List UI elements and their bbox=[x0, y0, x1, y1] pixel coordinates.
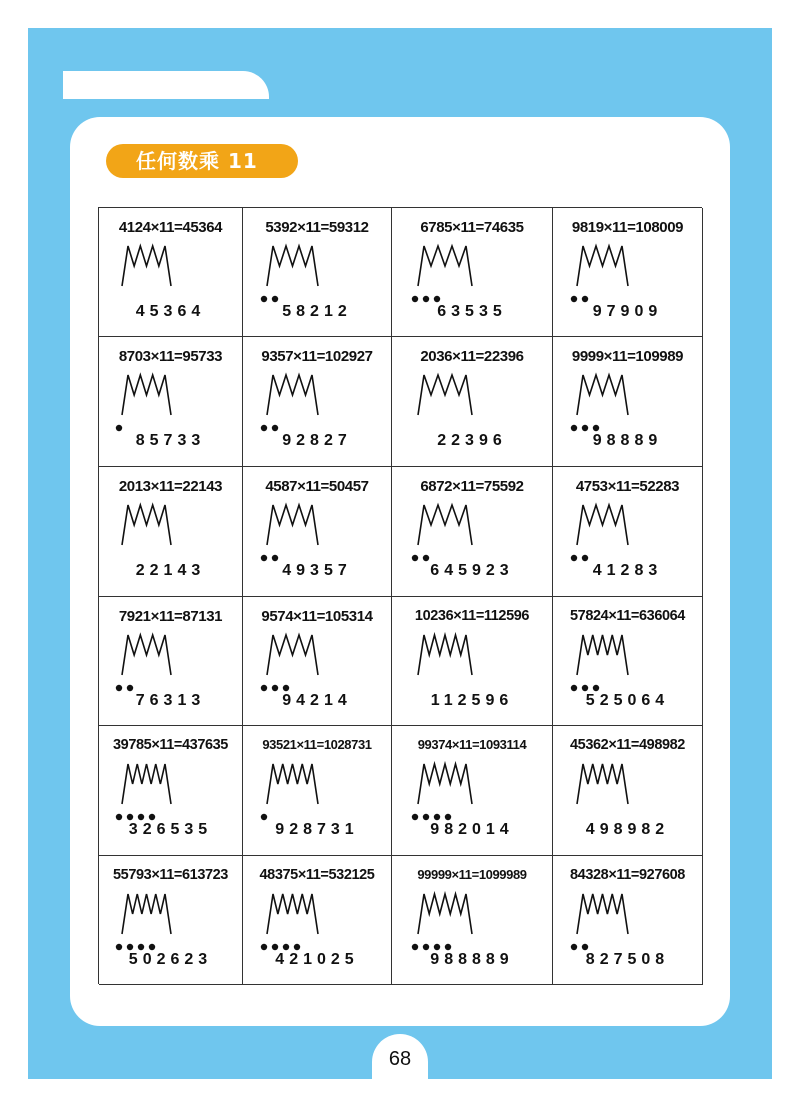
carry-dot bbox=[412, 814, 418, 820]
zigzag-line bbox=[122, 375, 171, 415]
carry-dot bbox=[582, 296, 588, 302]
section-title: 任何数乘 11 bbox=[106, 144, 298, 178]
equation-text: 99999×11=1099989 bbox=[417, 867, 527, 882]
equation-text: 10236×11=112596 bbox=[414, 608, 530, 624]
zigzag-line bbox=[122, 246, 171, 286]
equation-text: 6872×11=75592 bbox=[420, 478, 524, 495]
zigzag-line bbox=[267, 375, 318, 415]
carry-dot bbox=[423, 555, 429, 561]
result-digits: 22143 bbox=[135, 562, 206, 579]
carry-dot bbox=[127, 814, 133, 820]
carry-dot bbox=[272, 685, 278, 691]
carry-dot bbox=[116, 814, 122, 820]
result-digits: 525064 bbox=[585, 692, 670, 709]
carry-dot bbox=[138, 944, 144, 950]
zigzag-line bbox=[122, 894, 171, 934]
result-digits: 928731 bbox=[275, 821, 359, 838]
equation-text: 84328×11=927608 bbox=[570, 867, 685, 883]
result-digits: 92827 bbox=[282, 432, 352, 449]
carry-dot bbox=[261, 425, 267, 431]
problem-cell bbox=[243, 856, 392, 985]
problem-cell bbox=[392, 726, 553, 856]
result-digits: 421025 bbox=[275, 951, 359, 968]
zigzag-line bbox=[577, 505, 628, 545]
carry-dot bbox=[434, 296, 440, 302]
carry-dot bbox=[127, 944, 133, 950]
zigzag-line bbox=[418, 635, 472, 675]
carry-dot bbox=[445, 814, 451, 820]
zigzag-line bbox=[267, 635, 318, 675]
equation-text: 45362×11=498982 bbox=[570, 737, 685, 753]
carry-dot bbox=[261, 944, 267, 950]
equation-text: 7921×11=87131 bbox=[118, 608, 223, 625]
equation-text: 9574×11=105314 bbox=[261, 608, 373, 625]
zigzag-line bbox=[577, 764, 628, 804]
equation-text: 9999×11=109989 bbox=[571, 348, 684, 365]
carry-dot bbox=[138, 814, 144, 820]
problem-cell bbox=[553, 208, 703, 337]
result-digits: 85733 bbox=[135, 432, 206, 449]
result-digits: 502623 bbox=[128, 951, 213, 968]
result-digits: 827508 bbox=[585, 951, 670, 968]
page-number: 68 bbox=[372, 1034, 428, 1084]
carry-dot bbox=[571, 685, 577, 691]
carry-dot bbox=[571, 944, 577, 950]
carry-dot bbox=[571, 296, 577, 302]
carry-dot bbox=[423, 944, 429, 950]
carry-dot bbox=[593, 425, 599, 431]
problem-cell bbox=[99, 337, 243, 467]
carry-dot bbox=[582, 685, 588, 691]
zigzag-line bbox=[267, 764, 318, 804]
equation-text: 99374×11=1093114 bbox=[417, 737, 527, 752]
carry-dot bbox=[127, 685, 133, 691]
problem-cell bbox=[553, 467, 703, 597]
equation-text: 4587×11=50457 bbox=[265, 478, 369, 495]
zigzag-line bbox=[577, 894, 628, 934]
result-digits: 22396 bbox=[437, 432, 507, 449]
result-digits: 76313 bbox=[135, 692, 206, 709]
zigzag-line bbox=[577, 246, 628, 286]
carry-dot bbox=[272, 296, 278, 302]
problem-cell bbox=[392, 467, 553, 597]
problem-cell bbox=[243, 597, 392, 726]
carry-dot bbox=[116, 425, 122, 431]
problem-cell bbox=[243, 467, 392, 597]
problem-cell bbox=[99, 726, 243, 856]
zigzag-line bbox=[122, 635, 171, 675]
equation-text: 4124×11=45364 bbox=[118, 219, 223, 236]
carry-dot bbox=[582, 555, 588, 561]
problem-cell bbox=[553, 337, 703, 467]
carry-dot bbox=[272, 555, 278, 561]
zigzag-line bbox=[122, 505, 171, 545]
header-tab bbox=[63, 71, 269, 99]
carry-dot bbox=[149, 814, 155, 820]
problem-cell bbox=[392, 597, 553, 726]
problem-cell bbox=[99, 467, 243, 597]
problem-cell bbox=[392, 208, 553, 337]
carry-dot bbox=[283, 944, 289, 950]
equation-text: 57824×11=636064 bbox=[570, 608, 685, 624]
carry-dot bbox=[149, 944, 155, 950]
carry-dot bbox=[423, 296, 429, 302]
equation-text: 2036×11=22396 bbox=[420, 348, 524, 365]
zigzag-line bbox=[418, 764, 472, 804]
problem-cell bbox=[392, 337, 553, 467]
carry-dot bbox=[434, 944, 440, 950]
carry-dot bbox=[261, 685, 267, 691]
result-digits: 988889 bbox=[430, 951, 514, 968]
carry-dot bbox=[261, 296, 267, 302]
carry-dot bbox=[434, 814, 440, 820]
problem-cell bbox=[243, 208, 392, 337]
equation-text: 55793×11=613723 bbox=[113, 867, 228, 883]
equation-text: 48375×11=532125 bbox=[259, 867, 375, 883]
carry-dot bbox=[261, 814, 267, 820]
carry-dot bbox=[116, 685, 122, 691]
carry-dot bbox=[283, 685, 289, 691]
multiplication-grid bbox=[98, 207, 702, 984]
zigzag-line bbox=[418, 894, 472, 934]
zigzag-line bbox=[577, 635, 628, 675]
result-digits: 98889 bbox=[592, 432, 663, 449]
result-digits: 645923 bbox=[430, 562, 514, 579]
carry-dot bbox=[272, 944, 278, 950]
result-digits: 63535 bbox=[437, 303, 507, 320]
equation-text: 39785×11=437635 bbox=[113, 737, 228, 753]
equation-text: 6785×11=74635 bbox=[420, 219, 524, 236]
result-digits: 41283 bbox=[592, 562, 663, 579]
equation-text: 9819×11=108009 bbox=[571, 219, 684, 236]
equation-text: 8703×11=95733 bbox=[118, 348, 223, 365]
carry-dot bbox=[593, 685, 599, 691]
problem-cell bbox=[243, 337, 392, 467]
zigzag-line bbox=[267, 505, 318, 545]
equation-text: 5392×11=59312 bbox=[265, 219, 369, 236]
result-digits: 45364 bbox=[135, 303, 206, 320]
equation-text: 4753×11=52283 bbox=[575, 478, 680, 495]
carry-dot bbox=[582, 944, 588, 950]
zigzag-line bbox=[418, 505, 472, 545]
zigzag-line bbox=[577, 375, 628, 415]
carry-dot bbox=[423, 814, 429, 820]
zigzag-line bbox=[267, 894, 318, 934]
problem-cell bbox=[99, 597, 243, 726]
equation-text: 2013×11=22143 bbox=[118, 478, 223, 495]
problem-cell bbox=[99, 856, 243, 985]
carry-dot bbox=[116, 944, 122, 950]
equation-text: 9357×11=102927 bbox=[261, 348, 373, 365]
carry-dot bbox=[412, 296, 418, 302]
problem-cell bbox=[553, 856, 703, 985]
carry-dot bbox=[412, 555, 418, 561]
problem-cell bbox=[243, 726, 392, 856]
carry-dot bbox=[294, 944, 300, 950]
carry-dot bbox=[412, 944, 418, 950]
carry-dot bbox=[571, 425, 577, 431]
carry-dot bbox=[272, 425, 278, 431]
result-digits: 498982 bbox=[585, 821, 670, 838]
zigzag-line bbox=[122, 764, 171, 804]
result-digits: 97909 bbox=[592, 303, 663, 320]
zigzag-line bbox=[418, 246, 472, 286]
carry-dot bbox=[445, 944, 451, 950]
problem-cell bbox=[553, 726, 703, 856]
result-digits: 94214 bbox=[282, 692, 352, 709]
carry-dot bbox=[582, 425, 588, 431]
carry-dot bbox=[571, 555, 577, 561]
result-digits: 58212 bbox=[282, 303, 352, 320]
problem-cell bbox=[392, 856, 553, 985]
carry-dot bbox=[261, 555, 267, 561]
result-digits: 112596 bbox=[430, 692, 514, 709]
zigzag-line bbox=[267, 246, 318, 286]
result-digits: 326535 bbox=[128, 821, 213, 838]
problem-cell bbox=[99, 208, 243, 337]
equation-text: 93521×11=1028731 bbox=[262, 737, 372, 752]
problem-cell bbox=[553, 597, 703, 726]
result-digits: 49357 bbox=[282, 562, 352, 579]
zigzag-line bbox=[418, 375, 472, 415]
result-digits: 982014 bbox=[430, 821, 514, 838]
